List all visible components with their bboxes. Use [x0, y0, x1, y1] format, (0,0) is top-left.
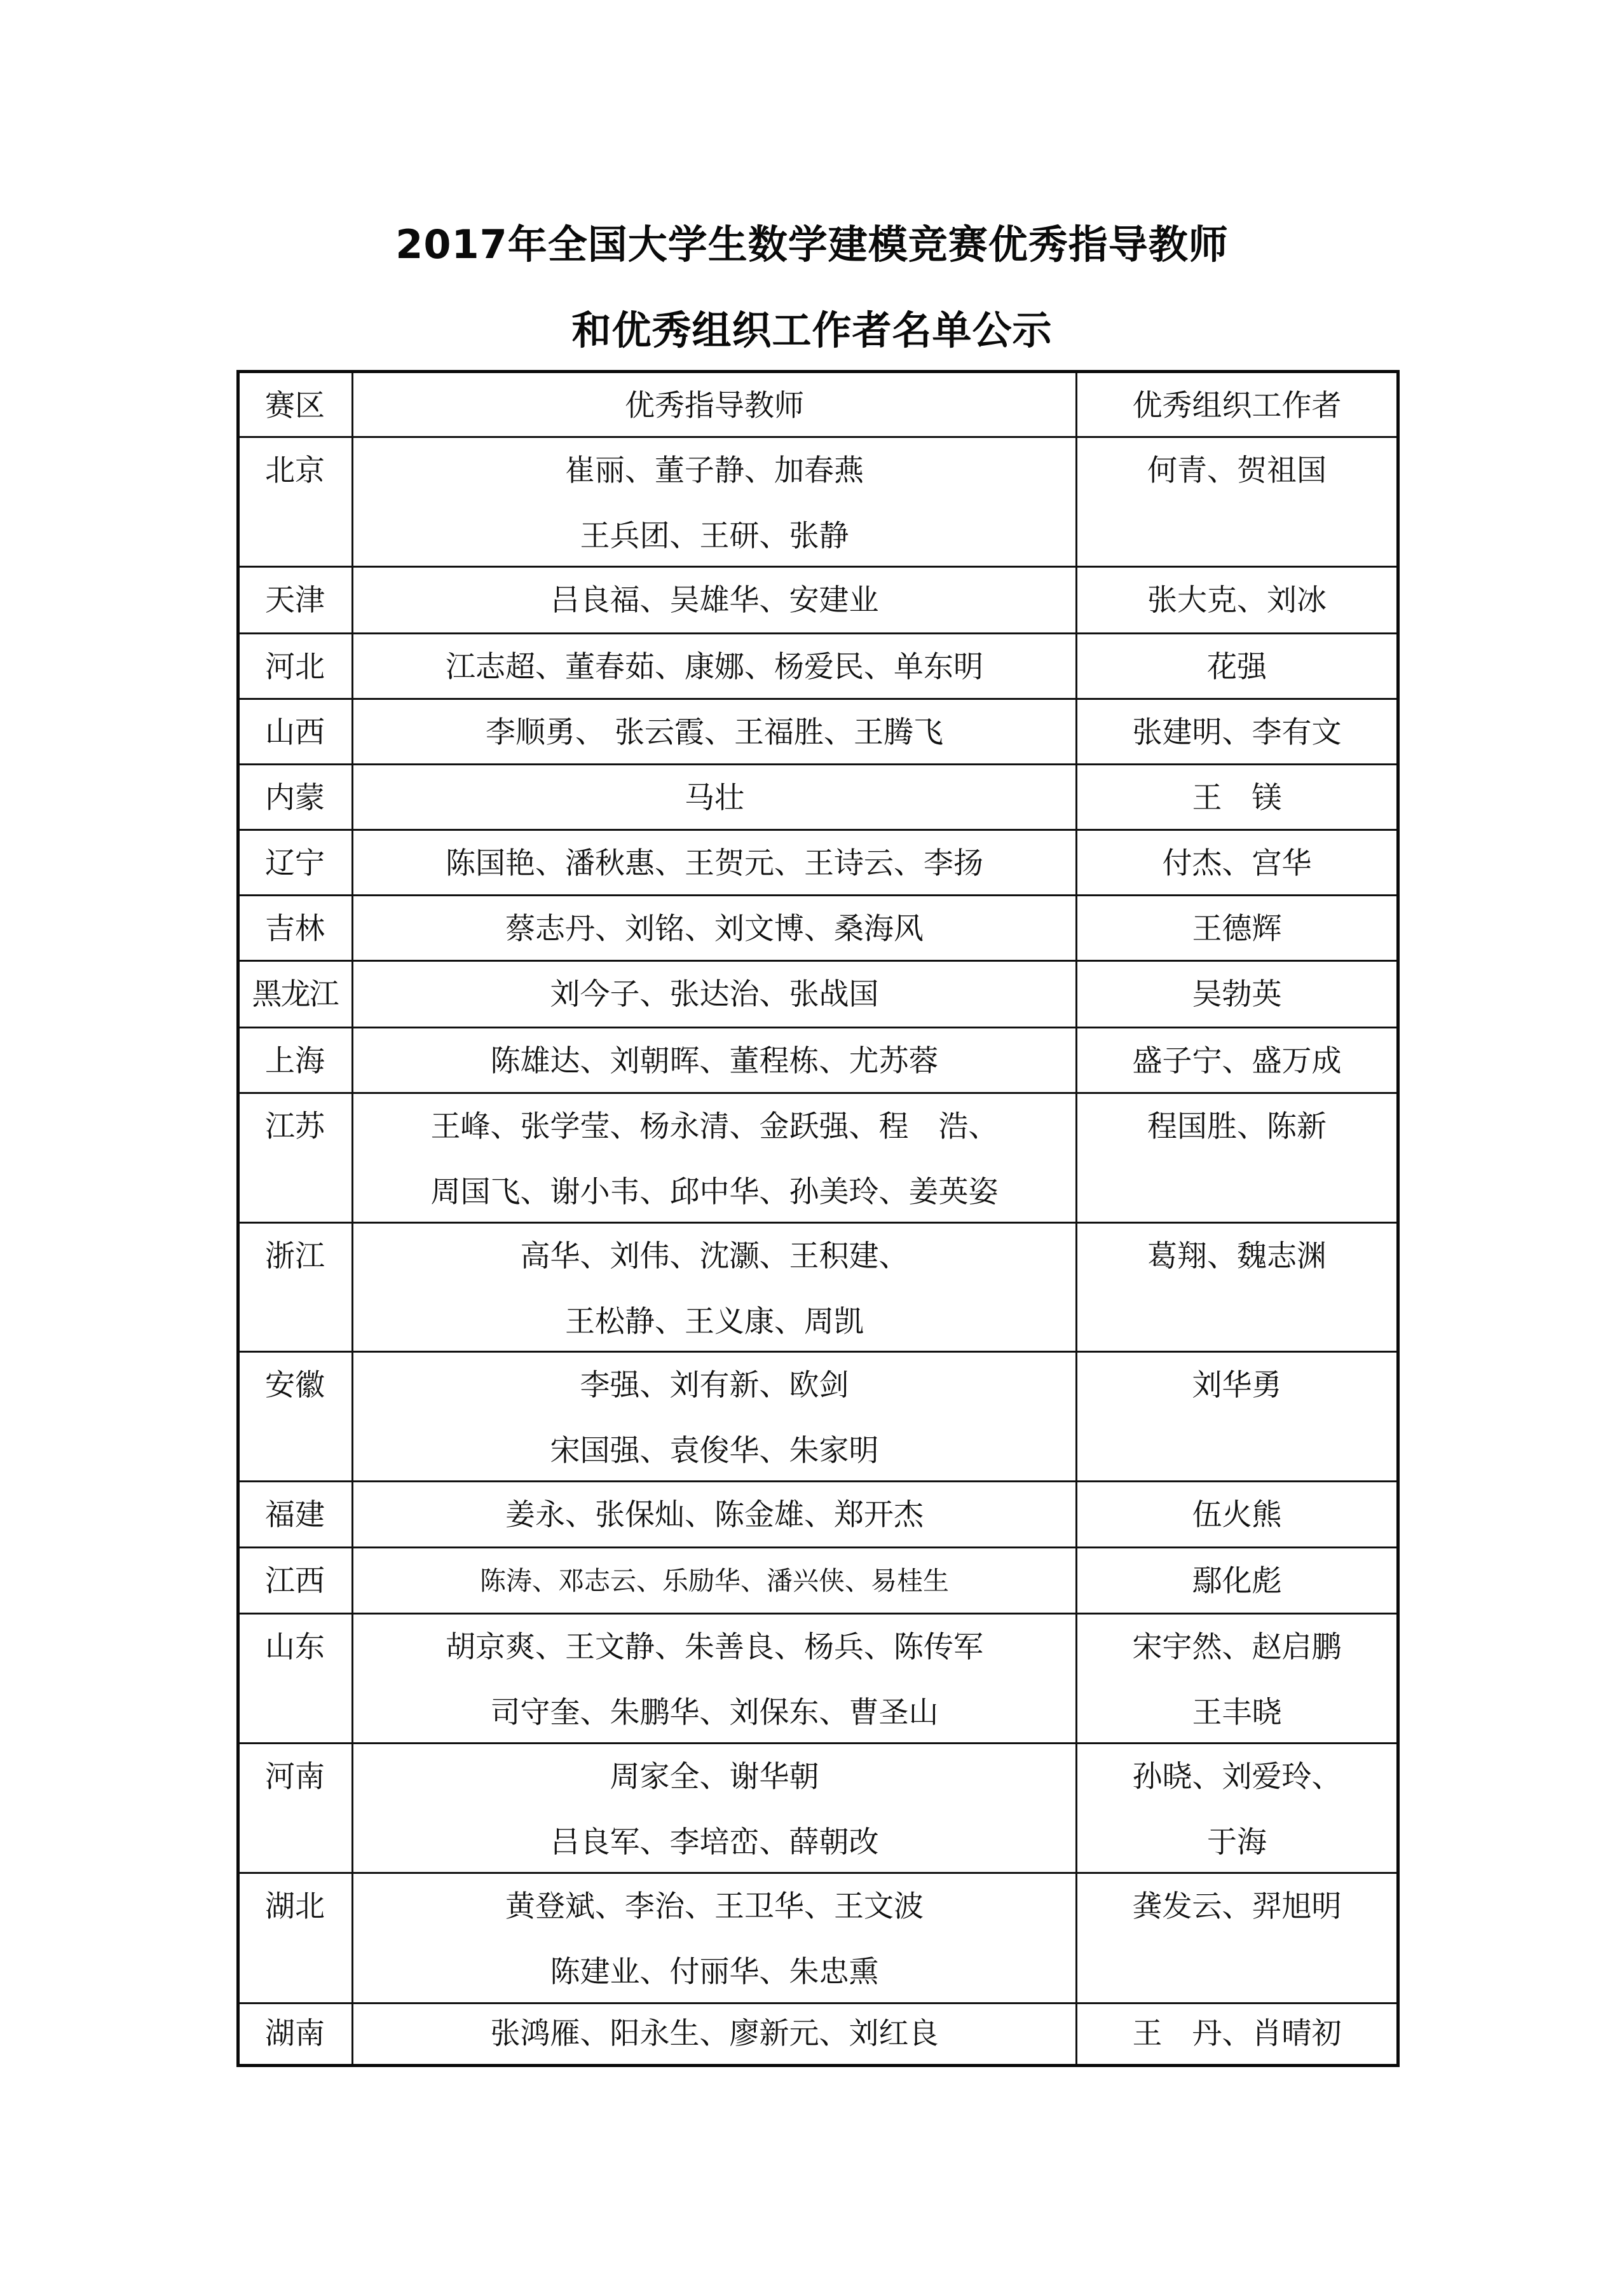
organizers-cell — [1075, 1548, 1396, 1613]
table-row — [240, 700, 1396, 765]
region-cell: 浙江 — [265, 1239, 325, 1274]
table-row — [240, 1548, 1396, 1615]
teachers-line: 张鸿雁、阳永生、廖新元、刘红良 — [490, 2016, 939, 2051]
teachers-line: 王松静、王义康、周凯 — [565, 1304, 864, 1339]
organizers-line: 张建明、李有文 — [1132, 715, 1342, 750]
teachers-line: 马壮 — [685, 781, 744, 816]
teachers-cell — [351, 1353, 1075, 1480]
organizers-line: 吴勃英 — [1192, 977, 1282, 1012]
organizers-cell — [1075, 700, 1396, 763]
teachers-cell — [351, 568, 1075, 632]
region-cell: 河南 — [265, 1759, 325, 1794]
organizers-line: 花强 — [1207, 650, 1267, 685]
table-row — [240, 634, 1396, 700]
teachers-line: 高华、刘伟、沈灏、王积建、 — [520, 1239, 909, 1274]
table-row — [240, 2004, 1396, 2064]
header-organizers: 优秀组织工作者 — [1075, 373, 1396, 436]
teachers-cell — [351, 831, 1075, 894]
teachers-cell — [351, 700, 1075, 763]
organizers-cell — [1075, 438, 1396, 566]
region-cell: 福建 — [265, 1498, 325, 1533]
region-cell: 山西 — [265, 715, 325, 750]
teachers-line: 李顺勇、 张云霞、王福胜、王腾飞 — [486, 715, 943, 750]
header-teachers: 优秀指导教师 — [351, 373, 1075, 436]
region-cell: 天津 — [265, 583, 325, 618]
teachers-cell — [351, 1094, 1075, 1222]
table-row — [240, 831, 1396, 896]
region-cell: 河北 — [265, 650, 325, 685]
region-cell: 内蒙 — [265, 781, 325, 816]
organizers-cell — [1075, 2004, 1396, 2064]
organizers-cell — [1075, 1744, 1396, 1872]
teachers-line: 王兵团、王研、张静 — [580, 519, 849, 554]
table-row — [240, 1224, 1396, 1353]
organizers-line: 盛子宁、盛万成 — [1132, 1044, 1342, 1079]
organizers-line: 程国胜、陈新 — [1147, 1109, 1327, 1144]
teachers-line: 宋国强、袁俊华、朱家明 — [550, 1433, 879, 1468]
table-row — [240, 962, 1396, 1028]
teachers-line: 蔡志丹、刘铭、刘文博、桑海风 — [505, 911, 924, 946]
teachers-line: 吕良军、李培峦、薛朝改 — [550, 1825, 879, 1860]
teachers-line: 江志超、董春茹、康娜、杨爱民、单东明 — [446, 650, 983, 685]
teachers-line: 陈国艳、潘秋惠、王贺元、王诗云、李扬 — [446, 846, 983, 881]
teachers-line: 崔丽、董子静、加春燕 — [565, 453, 864, 488]
awards-table — [236, 370, 1400, 2067]
table-row — [240, 1744, 1396, 1874]
organizers-line: 王 丹、肖晴初 — [1132, 2016, 1342, 2051]
table-row — [240, 1874, 1396, 2004]
teachers-line: 司守奎、朱鹏华、刘保东、曹圣山 — [490, 1695, 939, 1730]
region-cell: 安徽 — [265, 1368, 325, 1403]
organizers-line: 付杰、宫华 — [1162, 846, 1312, 881]
organizers-cell — [1075, 1094, 1396, 1222]
table-row — [240, 438, 1396, 568]
organizers-cell — [1075, 896, 1396, 960]
table-row — [240, 896, 1396, 962]
teachers-line: 吕良福、吴雄华、安建业 — [550, 583, 879, 618]
teachers-line: 陈建业、付丽华、朱忠熏 — [550, 1955, 879, 1990]
region-cell: 黑龙江 — [252, 977, 338, 1012]
organizers-cell — [1075, 1615, 1396, 1742]
organizers-line: 王丰晓 — [1192, 1695, 1282, 1730]
teachers-line: 刘今子、张达治、张战国 — [550, 977, 879, 1012]
table-row — [240, 1353, 1396, 1482]
organizers-cell — [1075, 831, 1396, 894]
organizers-line: 伍火熊 — [1192, 1498, 1282, 1533]
organizers-line: 孙晓、刘爱玲、 — [1132, 1759, 1342, 1794]
teachers-cell — [351, 1615, 1075, 1742]
table-row — [240, 1482, 1396, 1548]
organizers-line: 鄢化彪 — [1192, 1564, 1282, 1599]
region-cell: 湖北 — [265, 1889, 325, 1924]
teachers-cell — [351, 2004, 1075, 2064]
region-cell: 辽宁 — [265, 846, 325, 881]
table-row — [240, 1028, 1396, 1094]
organizers-line: 王 镁 — [1192, 781, 1282, 816]
document-title-line-1: 2017年全国大学生数学建模竞赛优秀指导教师 — [395, 221, 1229, 268]
organizers-line: 龚发云、羿旭明 — [1132, 1889, 1342, 1924]
organizers-cell — [1075, 1028, 1396, 1092]
teachers-cell — [351, 1548, 1075, 1613]
teachers-cell — [351, 1874, 1075, 2002]
organizers-line: 于海 — [1207, 1825, 1267, 1860]
table-row — [240, 765, 1396, 831]
teachers-line: 陈雄达、刘朝晖、董程栋、尤苏蓉 — [490, 1044, 939, 1079]
table-header-row — [240, 373, 1396, 438]
teachers-cell — [351, 962, 1075, 1027]
region-cell: 江西 — [265, 1564, 325, 1599]
document-title-line-2: 和优秀组织工作者名单公示 — [571, 307, 1053, 353]
organizers-cell — [1075, 634, 1396, 698]
organizers-cell — [1075, 1874, 1396, 2002]
header-region: 赛区 — [265, 388, 325, 423]
region-cell: 北京 — [265, 453, 325, 488]
table-row — [240, 1615, 1396, 1744]
table-row — [240, 1094, 1396, 1224]
organizers-line: 宋宇然、赵启鹏 — [1132, 1630, 1342, 1665]
teachers-cell — [351, 1744, 1075, 1872]
teachers-line: 李强、刘有新、欧剑 — [580, 1368, 849, 1403]
organizers-cell — [1075, 962, 1396, 1027]
teachers-line: 姜永、张保灿、陈金雄、郑开杰 — [505, 1498, 924, 1533]
teachers-cell — [351, 1482, 1075, 1546]
teachers-cell — [351, 634, 1075, 698]
teachers-cell — [351, 1028, 1075, 1092]
region-cell: 山东 — [265, 1630, 325, 1665]
table-row — [240, 568, 1396, 634]
organizers-line: 葛翔、魏志渊 — [1147, 1239, 1327, 1274]
organizers-cell — [1075, 1353, 1396, 1480]
teachers-line: 黄登斌、李治、王卫华、王文波 — [505, 1889, 924, 1924]
organizers-line: 王德辉 — [1192, 911, 1282, 946]
region-cell: 湖南 — [265, 2016, 325, 2051]
region-cell: 吉林 — [265, 911, 325, 946]
organizers-cell — [1075, 1482, 1396, 1546]
teachers-cell — [351, 438, 1075, 566]
teachers-line: 王峰、张学莹、杨永清、金跃强、程 浩、 — [430, 1109, 999, 1144]
teachers-cell — [351, 896, 1075, 960]
region-cell: 江苏 — [265, 1109, 325, 1144]
organizers-cell — [1075, 568, 1396, 632]
teachers-cell — [351, 1224, 1075, 1351]
organizers-cell — [1075, 765, 1396, 829]
teachers-line: 周国飞、谢小韦、邱中华、孙美玲、姜英姿 — [430, 1175, 999, 1210]
region-cell: 上海 — [265, 1044, 325, 1079]
organizers-line: 刘华勇 — [1192, 1368, 1282, 1403]
teachers-cell — [351, 765, 1075, 829]
organizers-line: 张大克、刘冰 — [1147, 583, 1327, 618]
teachers-line: 周家全、谢华朝 — [610, 1759, 819, 1794]
organizers-cell — [1075, 1224, 1396, 1351]
teachers-line: 胡京爽、王文静、朱善良、杨兵、陈传军 — [446, 1630, 983, 1665]
teachers-line: 陈涛、邓志云、乐励华、潘兴侠、易桂生 — [480, 1566, 949, 1596]
organizers-line: 何青、贺祖国 — [1147, 453, 1327, 488]
